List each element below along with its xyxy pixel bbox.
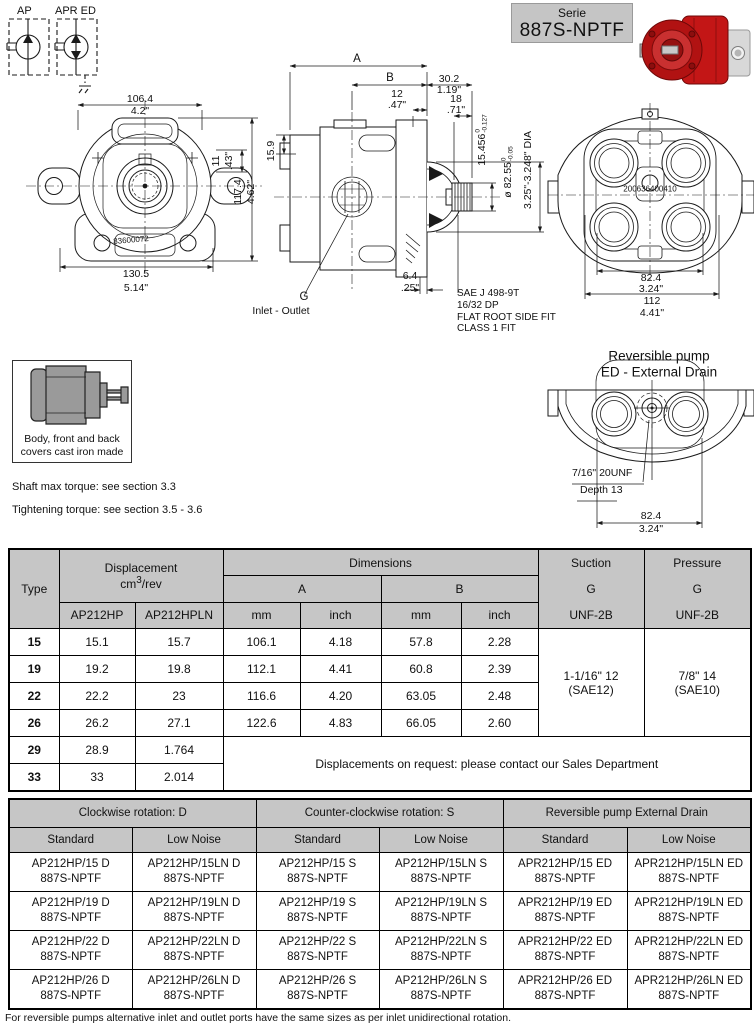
- dim-18-mm: 18: [450, 93, 462, 105]
- spline-note-line3: FLAT ROOT SIDE FIT: [457, 311, 556, 323]
- cell-hpln: 1.764: [135, 737, 223, 764]
- hydraulic-symbols-drawing: [5, 16, 123, 94]
- cell-a-mm: 116.6: [223, 683, 300, 710]
- order-sub-standard: Standard: [503, 827, 627, 852]
- order-cell: APR212HP/19 ED 887S-NPTF: [503, 891, 627, 930]
- dim-front-height-mm: 117.4: [232, 179, 244, 205]
- dim-label-b: B: [386, 72, 394, 84]
- order-cell: AP212HP/22LN D 887S-NPTF: [132, 930, 256, 969]
- cell-b-in: 2.60: [461, 710, 538, 737]
- spec-table: [8, 548, 752, 792]
- dim-label-a: A: [353, 53, 361, 65]
- cell-hp: 33: [59, 764, 135, 792]
- order-cell: APR212HP/15LN ED 887S-NPTF: [627, 852, 751, 891]
- dim-back-body-mm: 112: [643, 295, 661, 307]
- drain-thread-label: 7/16" 20UNF: [572, 467, 633, 479]
- spec-header-b-inch: inch: [461, 602, 538, 629]
- cell-b-in: 2.39: [461, 656, 538, 683]
- order-header-clockwise: Clockwise rotation: D: [9, 799, 256, 827]
- dim-rev-mm: 82.4: [640, 510, 662, 522]
- spec-header-pressure: Pressure G UNF-2B: [644, 549, 751, 629]
- dim-back-ports-mm: 82.4: [640, 272, 662, 284]
- cell-hpln: 19.8: [135, 656, 223, 683]
- dim-302-mm: 30.2: [438, 73, 460, 85]
- cell-b-mm: 60.8: [381, 656, 461, 683]
- spline-note-line1: SAE J 498-9T: [457, 288, 520, 299]
- dim-front-width-mm: 106.4: [126, 93, 154, 105]
- dim-front-key-mm: 11: [210, 155, 222, 167]
- back-body-marking: 200636400410: [623, 184, 677, 194]
- order-table: [8, 798, 752, 1010]
- cell-b-mm: 63.05: [381, 683, 461, 710]
- cell-a-mm: 122.6: [223, 710, 300, 737]
- cell-type: 29: [9, 737, 59, 764]
- order-row-22: [9, 930, 751, 969]
- cell-hp: 22.2: [59, 683, 135, 710]
- dim-back-ports-in: 3.24": [638, 283, 664, 295]
- cell-request-note: Displacements on request: please contact our Sales Department: [223, 737, 751, 792]
- order-cell: AP212HP/26LN S 887S-NPTF: [379, 969, 503, 1009]
- spec-header-ap212hp: AP212HP: [59, 602, 135, 629]
- cell-b-mm: 66.05: [381, 710, 461, 737]
- order-cell: AP212HP/15 D 887S-NPTF: [9, 852, 132, 891]
- dim-pilot-diameter: ø 82.55 0 -0.05: [500, 146, 514, 198]
- pump-photo: [638, 6, 752, 90]
- cell-a-in: 4.83: [300, 710, 381, 737]
- dim-front-base-mm: 130.5: [122, 268, 150, 280]
- cast-iron-pump-icon: [13, 363, 131, 427]
- drain-depth-label: Depth 13: [580, 484, 623, 496]
- order-sub-lownoise: Low Noise: [132, 827, 256, 852]
- order-row-19: [9, 891, 751, 930]
- cell-a-mm: 112.1: [223, 656, 300, 683]
- footer-note: For reversible pumps alternative inlet and outlet ports have the same sizes as per inlet unidirectional rotation.: [5, 1012, 512, 1024]
- cell-a-in: 4.18: [300, 629, 381, 656]
- order-sub-lownoise: Low Noise: [379, 827, 503, 852]
- order-cell: APR212HP/26LN ED 887S-NPTF: [627, 969, 751, 1009]
- order-cell: AP212HP/19 S 887S-NPTF: [256, 891, 379, 930]
- cell-type: 19: [9, 656, 59, 683]
- order-header-counterclockwise: Counter-clockwise rotation: S: [256, 799, 503, 827]
- order-cell: APR212HP/19LN ED 887S-NPTF: [627, 891, 751, 930]
- dim-pilot-diameter-in: 3.25"-3.248" DIA: [522, 130, 534, 210]
- cell-suction-value: 1-1/16" 12 (SAE12): [538, 629, 644, 737]
- series-code: 887S-NPTF: [519, 20, 625, 41]
- order-row-15: [9, 852, 751, 891]
- order-cell: AP212HP/26LN D 887S-NPTF: [132, 969, 256, 1009]
- dim-302-in: 1.19": [436, 84, 462, 96]
- cell-hp: 26.2: [59, 710, 135, 737]
- order-cell: AP212HP/19LN D 887S-NPTF: [132, 891, 256, 930]
- spec-row-15: [9, 629, 751, 656]
- order-cell: AP212HP/22LN S 887S-NPTF: [379, 930, 503, 969]
- order-cell: AP212HP/26 S 887S-NPTF: [256, 969, 379, 1009]
- spec-header-type: Type: [9, 549, 59, 629]
- cell-type: 33: [9, 764, 59, 792]
- order-cell: AP212HP/15 S 887S-NPTF: [256, 852, 379, 891]
- order-cell: APR212HP/26 ED 887S-NPTF: [503, 969, 627, 1009]
- order-cell: AP212HP/22 D 887S-NPTF: [9, 930, 132, 969]
- dim-rev-in: 3.24": [638, 523, 664, 535]
- cell-b-in: 2.48: [461, 683, 538, 710]
- dim-tab-mm: 15.9: [265, 140, 277, 162]
- spline-note-line4: CLASS 1 FIT: [457, 323, 516, 335]
- spec-header-b-mm: mm: [381, 602, 461, 629]
- spec-header-ap212hpln: AP212HPLN: [135, 602, 223, 629]
- spec-header-dim-a: A: [223, 576, 381, 603]
- cast-iron-caption-line2: covers cast iron made: [20, 445, 124, 458]
- cell-b-mm: 57.8: [381, 629, 461, 656]
- port-g-label: G: [299, 291, 309, 303]
- front-body-marking: 83600072: [112, 233, 150, 247]
- pilot-tolerance: 0 -0.05: [500, 146, 514, 162]
- cell-type: 26: [9, 710, 59, 737]
- spec-header-dimensions: Dimensions: [223, 549, 538, 576]
- symbol-apr-ed-label: APR ED: [55, 5, 96, 17]
- order-cell: AP212HP/19 D 887S-NPTF: [9, 891, 132, 930]
- cell-hpln: 2.014: [135, 764, 223, 792]
- dim-18-in: .71": [446, 104, 466, 116]
- cell-a-mm: 106.1: [223, 629, 300, 656]
- cell-pressure-value: 7/8" 14 (SAE10): [644, 629, 751, 737]
- order-cell: AP212HP/19LN S 887S-NPTF: [379, 891, 503, 930]
- dim-front-width-in: 4.2": [130, 105, 150, 117]
- cast-iron-caption: [13, 433, 131, 458]
- spec-header-displacement: Displacement $cm^3$/rev: [59, 549, 223, 602]
- dim-64-in: .25": [400, 282, 420, 294]
- order-sub-lownoise: Low Noise: [627, 827, 751, 852]
- order-sub-standard: Standard: [9, 827, 132, 852]
- order-row-26: [9, 969, 751, 1009]
- cell-b-in: 2.28: [461, 629, 538, 656]
- cell-hpln: 15.7: [135, 629, 223, 656]
- order-sub-standard: Standard: [256, 827, 379, 852]
- spec-header-a-inch: inch: [300, 602, 381, 629]
- cell-hp: 15.1: [59, 629, 135, 656]
- series-label: Serie: [557, 6, 586, 20]
- cell-type: 15: [9, 629, 59, 656]
- order-cell: AP212HP/15LN D 887S-NPTF: [132, 852, 256, 891]
- cast-iron-box: [12, 360, 132, 463]
- dim-12-mm: 12: [391, 88, 403, 100]
- dim-12-in: .47": [387, 99, 407, 111]
- spline-note-line2: 16/32 DP: [457, 299, 499, 311]
- cell-type: 22: [9, 683, 59, 710]
- cell-a-in: 4.41: [300, 656, 381, 683]
- symbol-ap-label: AP: [17, 5, 32, 17]
- cell-a-in: 4.20: [300, 683, 381, 710]
- order-cell: AP212HP/15LN S 887S-NPTF: [379, 852, 503, 891]
- order-cell: APR212HP/22 ED 887S-NPTF: [503, 930, 627, 969]
- dim-64-mm: 6.4: [402, 270, 418, 282]
- spec-header-dim-b: B: [381, 576, 538, 603]
- port-caption: Inlet - Outlet: [252, 305, 310, 317]
- cell-hp: 19.2: [59, 656, 135, 683]
- cell-hp: 28.9: [59, 737, 135, 764]
- spline-note: [457, 288, 556, 335]
- cell-hpln: 27.1: [135, 710, 223, 737]
- tightening-torque-note: Tightening torque: see section 3.5 - 3.6: [12, 504, 203, 516]
- spec-header-a-mm: mm: [223, 602, 300, 629]
- order-cell: APR212HP/15 ED 887S-NPTF: [503, 852, 627, 891]
- spec-row-29: [9, 737, 751, 764]
- order-cell: AP212HP/22 S 887S-NPTF: [256, 930, 379, 969]
- reversible-title-line2: ED - External Drain: [600, 364, 718, 380]
- reversible-title-line1: Reversible pump: [608, 348, 710, 364]
- order-cell: APR212HP/22LN ED 887S-NPTF: [627, 930, 751, 969]
- shaft-tolerance: 0 -0.127: [474, 114, 488, 133]
- cell-hpln: 23: [135, 683, 223, 710]
- order-cell: AP212HP/26 D 887S-NPTF: [9, 969, 132, 1009]
- spec-header-suction: Suction G UNF-2B: [538, 549, 644, 629]
- series-title-box: [511, 3, 633, 43]
- dim-front-base-in: 5.14": [123, 282, 149, 294]
- order-header-reversible: Reversible pump External Drain: [503, 799, 751, 827]
- dim-shaft-diameter: 15.456 0 -0.127: [474, 114, 488, 166]
- dim-back-body-in: 4.41": [639, 307, 665, 319]
- shaft-torque-note: Shaft max torque: see section 3.3: [12, 481, 176, 493]
- cast-iron-caption-line1: Body, front and back: [24, 433, 120, 445]
- dim-front-key-in: .43": [223, 151, 235, 171]
- dim-front-height-in: 4.62": [245, 179, 257, 205]
